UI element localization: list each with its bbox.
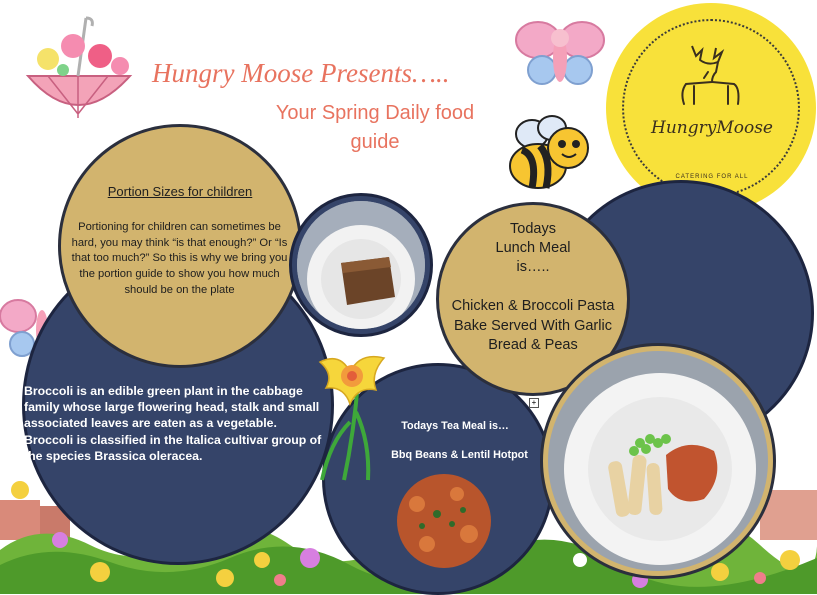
tea-dish: Bbq Beans & Lentil Hotpot	[391, 449, 528, 461]
portion-heading: Portion Sizes for children	[107, 184, 253, 199]
bee-icon	[502, 110, 594, 194]
lunch-dish: Chicken & Broccoli Pasta Bake Served With Garlic Bread & Peas	[451, 298, 615, 353]
tea-heading: Todays Tea Meal is…	[401, 420, 509, 432]
anchor-marker: +	[529, 398, 539, 408]
broccoli-fact: Broccoli is an edible green plant in the cabbage family whose large flowering head, stalk and small associated leaves are eaten as a vegetable. Broccoli is classified in the Italica cultivar group of the species Brassica oleracea.	[24, 384, 322, 463]
page-subtitle: Your Spring Daily food guide	[275, 102, 475, 153]
flower-umbrella-icon	[18, 14, 138, 119]
dessert-photo	[297, 201, 425, 329]
tea-photo	[397, 474, 491, 568]
logo-name: HungryMoose	[651, 118, 773, 138]
lunch-info	[442, 220, 624, 355]
moose-icon	[672, 42, 744, 108]
portion-text: Portioning for children can sometimes be hard, you may think “is that enough?” Or “Is that too much?” So this is why we bring you the portion guide to show you how much should be on the plate	[71, 221, 288, 296]
page-title: Hungry Moose Presents…..	[152, 58, 450, 88]
butterfly-icon	[514, 16, 606, 90]
logo-tagline: CATERING FOR ALL	[675, 174, 749, 180]
lunch-photo	[548, 351, 768, 571]
lunch-heading: Todays Lunch Meal is…..	[495, 221, 571, 276]
